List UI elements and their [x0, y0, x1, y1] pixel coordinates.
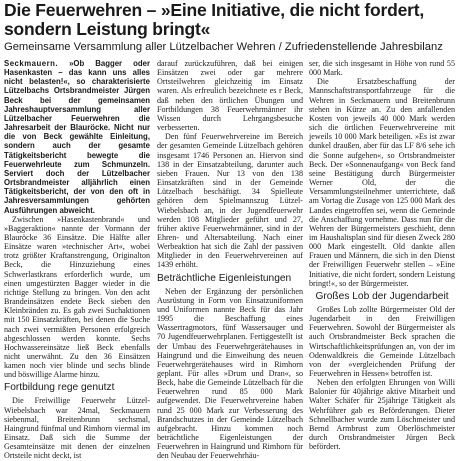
body-paragraph: Die Freiwillige Feuerwehr Lützel-Wiebelsbach war 24mal, Seckmauern siebenmal, Breitenbrunn sechsmal, Haingrund fünfmal und Rimhorn viermal im Einsatz. Daß sich die Summe der Gesamteinsätze mit denen der einzelnen Ortsteile nicht deckt, ist [4, 396, 150, 461]
dateline: Seckmauern. [4, 59, 59, 68]
body-paragraph: ser, die sich insgesamt in Höhe von rund 55 000 Mark. [309, 59, 455, 78]
body-paragraph: Neben der Ergänzung der persönlichen Ausrüstung in Form von Einsatzuniformen und Uniformen nannte Beck für das Jahr 1995 die Beschaffung eines Wassertragmotors, fünf Wassersauger und 70 Jugendfeuerwehrplanen. Fertiggestellt ist der Umbau des Feuerwehrgerätehauses in Haingrund und die Einweihung des neuen Feuerwehrgerätehauses wird in Rimhorn geplant. Für alles »Drum und Dran«, so Beck, habe die Gemeinde Lützelbach für die Feuerwehren rund 85 000 Mark aufgewendet. Die Feuerwehrvereine haben rund 25 000 Mark zur Verbesserung des Brandschutzes in der Gemeinde Lützelbach aufgebracht. Hinzu kommen noch beträchtliche Eigenleistungen der Feuerwehren in Haingrund und Rimhorn für den Neubau der Feuerwehrhäu- [157, 286, 303, 461]
lead-paragraph [4, 59, 150, 215]
body-paragraph: Neben den erfolgten Ehrungen von Willi Balonier für 40jährige aktive Mitarbeit und Walter Schäfer für 25jährige Tätigkeit als Wehrführer gab es Beförderungen. Dieter Schnellbacher wurde zum Löschmeister und Bernd Armbrust zum Oberlöschmeister durch Ortsbrandmeister Jürgen Beck befördert. [309, 378, 455, 452]
body-paragraph: darauf zurückzuführen, daß bei einigen Einsätzen zwei oder gar mehrere Ortsteilwehren gleichzeitig im Einsatz waren. Als erfreulich bezeichnete es r Beck, daß neben den örtlichen Übungen und Fortbildungen 38 Feuerwehrmänner ihr Wissen durch Lehrgangsbesuche verbesserten. [157, 59, 303, 133]
subheading: Fortbildung rege genutzt [4, 382, 115, 394]
lead-text: »Ob Bagger oder Hasenkasten – das kann uns alles nicht belasten!«, so charakterisierte Lützelbachs Ortsbrandmeister Jürgen Beck bei der gemeinsamen Jahreshauptversammlung aller Lützelbacher Feuerwehren die Jahresarbeit der Blauröcke. Nicht nur die von Beck gewählte Einleitung, sondern auch der gesamte Tätigkeitsbericht bewegte die Feuerwehrleute zum Schmunzeln. Serviert doch der Lützelbacher Ortsbrandmeister alljährlich einen Tätigkeitsbericht, der von den oft in Jahresversammlungen gehörten Ausführungen abweicht. [4, 59, 150, 215]
article-subheadline: Gemeinsame Versammlung aller Lützelbacher Wehren / Zufriedenstellende Jahresbilanz [4, 41, 443, 53]
body-paragraph: Großes Lob zollte Bürgermeister Old der Jugendarbeit in den Freiwilligen Feuerwehren. Sowohl der Bürgermeister als auch Ortsbrandmeister Beck sprachen die Wirtschaftlichkeitsprüfungen an, von der im Odenwaldkreis die Gemeinde Lützelbach von der »vergleichenden Prüfung der Feuerwehren in Hessen« betroffen ist. [309, 304, 455, 378]
article-column-3 [309, 59, 455, 452]
subheading: Beträchtliche Eigenleistungen [157, 272, 292, 284]
article-headline: Die Feuerwehren – »Eine Initiative, die nicht fordert, sondern Leistung bringt« [4, 0, 425, 39]
article-column-2 [157, 59, 303, 461]
article-column-1 [4, 59, 150, 461]
subheading: Großes Lob der Jugendarbeit [315, 290, 449, 302]
body-paragraph: Den fünf Feuerwehrvereine im Bereich der gesamten Gemeinde Lützelbach gehören insgesamt 1746 Personen an. Hiervon sind 138 in der Einsatzabteilung, darunter auch sieben Frauen. Nur 13 von den 138 Einsatzkräften sind in der Gemeinde Lützelbach beschäftigt. 34 Spielleute gehören dem Spielmannszug Lützel-Wiebelsbach an, in der Jugendfeuerwehr werden 108 Mitglieder geführt und 27, früher aktive Feuerwehrmänner, sind in der Ehren- und Altersabteilung. Nach einer Werbeaktion hat sich die Zahl der passiven Mitglieder in den Feuerwehrvereinen auf 1439 erhöht. [157, 132, 303, 270]
body-paragraph: Zwischen »Hasenkastenbrand« und »Baggeraktion« nannte der Vormann der Blauröcke 36 Einsätze. Die Hälfte aller Einsätze waren »technischer Art«, wobei trotz größter Kraftanstrengung, Originalton Beck, die Hinzuziehung eines Schwerlastkrans erforderlich wurde, um einen umgestürzten Bagger wieder in die richtige Stellung zu bringen. Von den acht Brandeinsätzen endete Beck sieben den Kleinbränden zu. Es gab zwei Suchaktionen mit 150 Einsatzkräften, bei denen die Suche nach zwei vermißten Personen erfolgreich abgeschlossen werden konnte. Sechs Hochwassereinsätze ließ Beck ebenfalls nicht unerwähnt. Zu den 36 Einsätzen kamen noch vier blinde und sechs blinde und böswillige Alarme hinzu. [4, 214, 150, 380]
body-paragraph: Die Ersatzbeschaffung der Mannschaftstransportfahrzeuge für die Wehren in Seckmauern und Breitenbrunn stehen in Kürze an. Zu den anfallenden Kosten von jeweils 40 000 Mark werden sich die örtlichen Feuerwehrvereine mit jeweils 10 000 Mark beteiligen. »Es ist zwar dunkel draußen, aber für das LF 8/6 sehe ich die Sonne aufgehen«, so Ortsbrandmeister Beck. Der »Sonnenaufgang« von Beck fand seine Bestätigung durch Bürgermeister Werner Old, der die Versammlungsteilnehmer unterrichtete, daß am Vortag die Zusage von 125 000 Mark des Landes eingetroffen sei, wenn die Gemeinde die Anschaffung vornehme. Dass nun für die Wehren der Bürgermeisters geschieht, denn im Haushaltsplan sind für diesen Zweck 280 000 Mark eingestellt. Old dankte allen Frauen und Männern, die sich in den Dienst der Freiwilligen Feuerwehr stellen – »Eine Initiative, die nicht fordert, sondern Leistung bringt!«, so der Bürgermeister. [309, 77, 455, 288]
